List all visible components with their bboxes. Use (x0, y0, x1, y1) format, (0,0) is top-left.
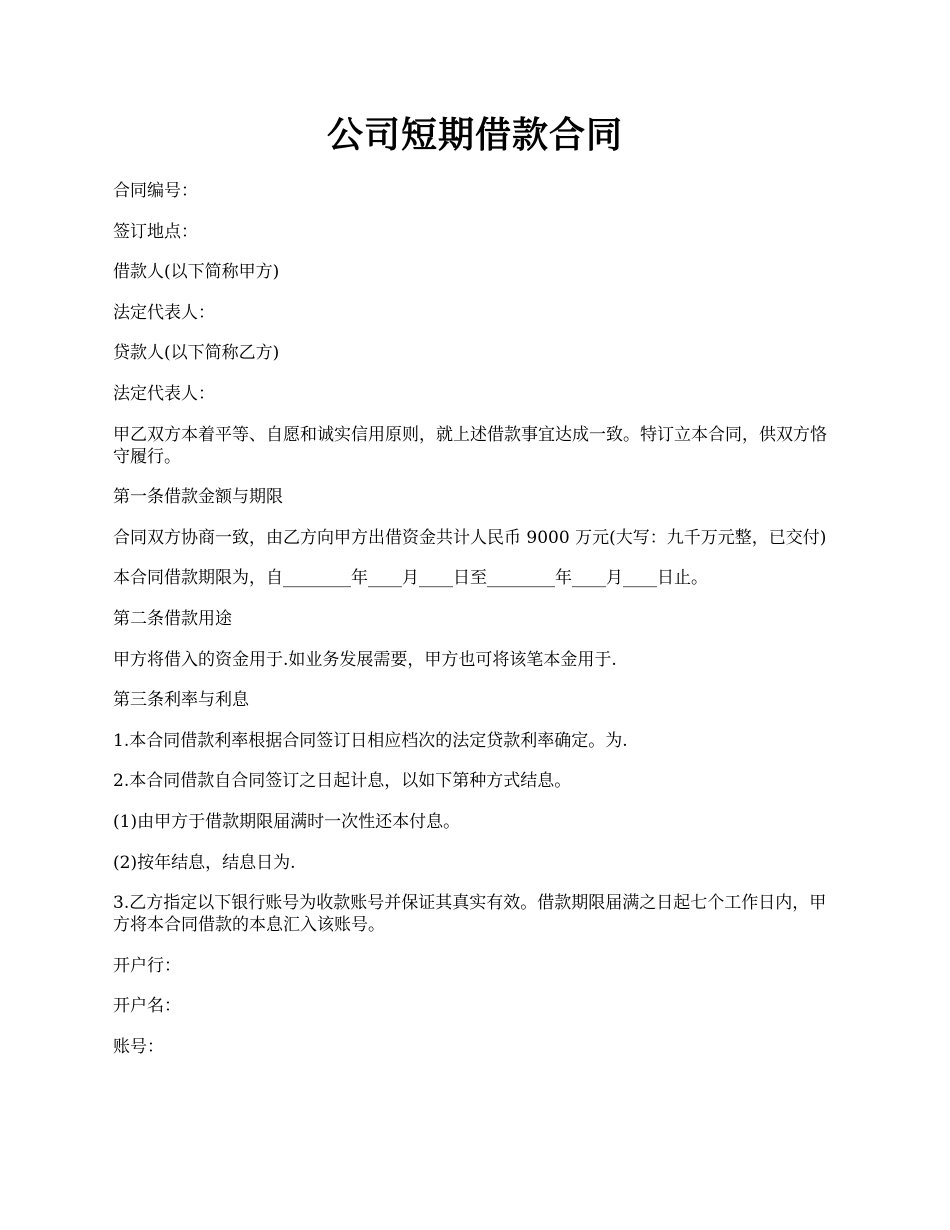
document-title: 公司短期借款合同 (326, 115, 623, 156)
loan-purpose-paragraph: 甲方将借入的资金用于.如业务发展需要，甲方也可将该笔本金用于. (113, 649, 617, 670)
interest-accrual-clause: 2.本合同借款自合同签订之日起计息，以如下第种方式结息。 (113, 771, 572, 792)
article-2-heading: 第二条借款用途 (113, 608, 232, 629)
lender-line: 贷款人(以下简称乙方) (113, 343, 280, 364)
repayment-option-2: (2)按年结息，结息日为. (113, 852, 296, 873)
bank-name-line: 开户行： (113, 955, 181, 976)
signing-place-line: 签订地点： (113, 221, 198, 242)
contract-number-line: 合同编号： (113, 181, 198, 201)
loan-amount-paragraph: 合同双方协商一致，由乙方向甲方出借资金共计人民币 9000 万元(大写：九千万元整，已交付) (113, 527, 827, 548)
repayment-option-1: (1)由甲方于借款期限届满时一次性还本付息。 (113, 811, 461, 832)
article-3-heading: 第三条利率与利息 (113, 690, 249, 711)
article-1-heading: 第一条借款金额与期限 (113, 487, 283, 508)
lender-representative-line: 法定代表人： (113, 383, 215, 404)
borrower-representative-line: 法定代表人： (113, 302, 215, 323)
loan-term-paragraph: 本合同借款期限为，自________年____月____日至________年____月____日止。 (113, 568, 708, 589)
document-body (113, 180, 843, 1076)
borrower-line: 借款人(以下简称甲方) (113, 262, 280, 283)
preamble-paragraph: 甲乙双方本着平等、自愿和诚实信用原则，就上述借款事宜达成一致。特订立本合同，供双方恪守履行。 (113, 424, 827, 467)
bank-account-clause: 3.乙方指定以下银行账号为收款账号并保证其真实有效。借款期限届满之日起七个工作日内，甲方将本合同借款的本息汇入该账号。 (113, 893, 827, 936)
account-name-line: 开户名： (113, 996, 181, 1017)
account-number-line: 账号： (113, 1036, 164, 1057)
interest-rate-clause: 1.本合同借款利率根据合同签订日相应档次的法定贷款利率确定。为. (113, 730, 628, 751)
